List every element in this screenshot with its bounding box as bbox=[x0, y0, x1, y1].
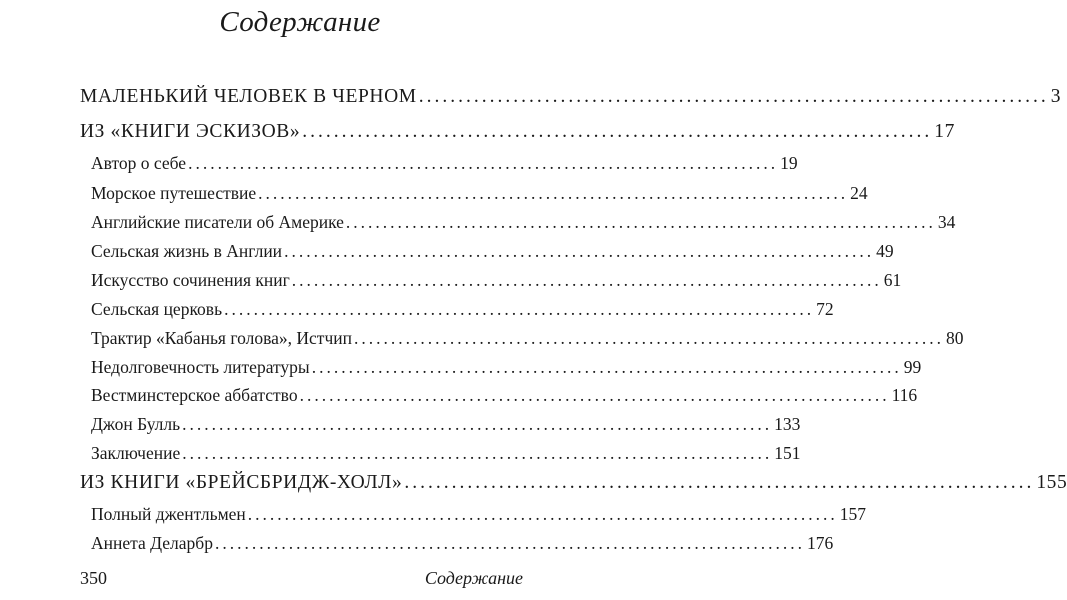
toc-entry-page: 176 bbox=[806, 533, 834, 553]
toc-entry-title: Недолговечность литературы bbox=[91, 357, 310, 377]
toc-entry-page: 80 bbox=[945, 328, 964, 348]
toc-dot-leader: ................................................................................ bbox=[182, 443, 773, 463]
toc-entry bbox=[80, 121, 955, 143]
toc-entry bbox=[91, 153, 798, 174]
toc-entry-title: Сельская жизнь в Англии bbox=[91, 241, 283, 261]
toc-entry-title: Аннета Деларбр bbox=[91, 533, 213, 553]
toc-dot-leader: ................................................................................ bbox=[247, 504, 838, 524]
toc-dot-leader: ................................................................................ bbox=[182, 414, 773, 434]
toc-entry bbox=[91, 414, 801, 435]
toc-dot-leader: ................................................................................ bbox=[299, 385, 890, 405]
toc-entry-page: 133 bbox=[774, 414, 801, 434]
toc-entry-page: 17 bbox=[934, 121, 955, 142]
toc-entry-page: 61 bbox=[883, 270, 902, 290]
toc-entry bbox=[91, 443, 801, 464]
toc-entry bbox=[91, 385, 918, 406]
toc-entry-title: МАЛЕНЬКИЙ ЧЕЛОВЕК В ЧЕРНОМ bbox=[80, 86, 417, 107]
toc-entry-page: 3 bbox=[1050, 86, 1062, 107]
toc-entry-page: 151 bbox=[774, 443, 801, 463]
toc-entry-title: ИЗ КНИГИ «БРЕЙСБРИДЖ-ХОЛЛ» bbox=[80, 472, 403, 493]
toc-dot-leader: ................................................................................ bbox=[404, 472, 1035, 493]
toc-dot-leader: ................................................................................ bbox=[188, 153, 779, 173]
toc-entry bbox=[80, 472, 1067, 494]
toc-entry bbox=[91, 328, 964, 349]
page-title: Содержание bbox=[219, 6, 381, 38]
toc-entry-title: Вестминстерское аббатство bbox=[91, 385, 298, 405]
toc-entry-title: Английские писатели об Америке bbox=[91, 212, 344, 232]
toc-entry-title: ИЗ «КНИГИ ЭСКИЗОВ» bbox=[80, 121, 301, 142]
toc-entry bbox=[91, 533, 834, 554]
toc-entry-title: Полный джентльмен bbox=[91, 504, 246, 524]
toc-entry-page: 19 bbox=[780, 153, 798, 173]
toc-entry-page: 99 bbox=[903, 357, 922, 377]
toc-dot-leader: ................................................................................ bbox=[284, 241, 875, 261]
toc-entry-title: Искусство сочинения книг bbox=[91, 270, 290, 290]
toc-entry-page: 49 bbox=[876, 241, 894, 261]
toc-dot-leader: ................................................................................ bbox=[302, 121, 933, 142]
toc-entry-title: Автор о себе bbox=[91, 153, 187, 173]
toc-entry-page: 155 bbox=[1036, 472, 1067, 493]
toc-entry-title: Морское путешествие bbox=[91, 183, 257, 203]
toc-entry bbox=[91, 504, 867, 525]
toc-entry bbox=[80, 86, 1062, 108]
toc-entry bbox=[91, 357, 922, 378]
running-title: Содержание bbox=[424, 568, 523, 588]
toc-entry-title: Джон Булль bbox=[91, 414, 181, 434]
toc-dot-leader: ................................................................................ bbox=[345, 212, 936, 232]
toc-entry-page: 116 bbox=[891, 385, 918, 405]
toc-entry bbox=[91, 183, 868, 204]
toc-entry-title: Трактир «Кабанья голова», Истчип bbox=[91, 328, 352, 348]
toc-dot-leader: ................................................................................ bbox=[353, 328, 944, 348]
toc-entry bbox=[91, 212, 956, 233]
toc-entry-title: Сельская церковь bbox=[91, 299, 223, 319]
toc-entry bbox=[91, 241, 894, 262]
toc-entry-title: Заключение bbox=[91, 443, 181, 463]
toc-dot-leader: ................................................................................ bbox=[224, 299, 815, 319]
toc-entry bbox=[91, 299, 834, 320]
toc-dot-leader: ................................................................................ bbox=[291, 270, 882, 290]
toc-entry-page: 34 bbox=[937, 212, 956, 232]
toc-entry bbox=[91, 270, 902, 291]
toc-dot-leader: ................................................................................ bbox=[214, 533, 805, 553]
toc-dot-leader: ................................................................................ bbox=[418, 86, 1049, 107]
toc-dot-leader: ................................................................................ bbox=[258, 183, 849, 203]
toc-entry-page: 72 bbox=[816, 299, 834, 319]
toc-dot-leader: ................................................................................ bbox=[311, 357, 902, 377]
toc-entry-page: 157 bbox=[839, 504, 867, 524]
page-number: 350 bbox=[80, 568, 107, 588]
toc-entry-page: 24 bbox=[850, 183, 868, 203]
